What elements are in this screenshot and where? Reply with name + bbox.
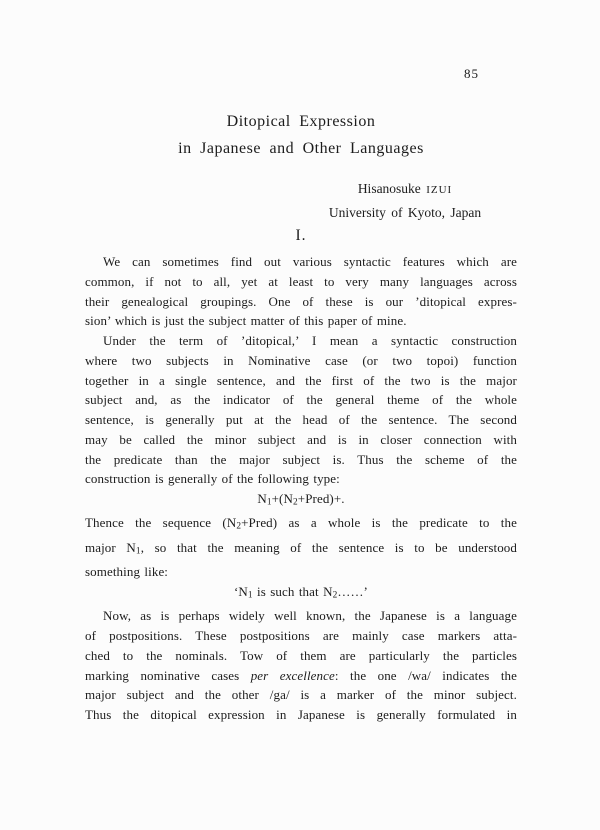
italic-phrase: per excellence	[250, 667, 335, 683]
author-name	[290, 178, 520, 202]
text-line: We can sometimes find out various syntactic features which are	[103, 254, 517, 269]
text-segment: is such that N	[252, 584, 333, 600]
text-line	[85, 538, 517, 562]
text-segment: Thence the sequence (N	[85, 515, 237, 531]
paper-title	[85, 108, 517, 162]
text-line: construction is generally of the following type:	[85, 471, 340, 487]
text-line: common, if not to all, yet at least to very many languages across	[85, 273, 517, 289]
quote-line	[85, 582, 517, 606]
formula-subscript: 1	[266, 497, 272, 508]
text-segment: ……’	[337, 584, 368, 600]
author-surname: IZUI	[426, 184, 453, 196]
text-line: of postpositions. These postpositions are mainly case markers atta-	[85, 628, 517, 644]
text-line: subject and, as the indicator of the general theme of the whole	[85, 392, 517, 408]
text-line: major subject and the other /ga/ is a marker of the minor subject.	[85, 687, 517, 703]
formula-line	[85, 489, 517, 513]
text-segment: +Pred) as a whole is the predicate to the	[241, 515, 517, 531]
text-line: something like:	[85, 564, 169, 580]
text-line	[85, 666, 517, 686]
author-block	[290, 178, 520, 223]
author-given-name: Hisanosuke	[357, 181, 427, 196]
text-segment: ‘N	[233, 584, 248, 600]
text-line: Thus the ditopical expression in Japanese is generally formulated in	[85, 707, 517, 723]
subscript: 1	[135, 546, 141, 557]
text-segment: marking nominative cases	[85, 667, 251, 683]
subscript: 1	[247, 590, 253, 601]
page-number: 85	[464, 66, 479, 81]
formula-term: +Pred)+.	[297, 491, 345, 506]
formula	[257, 491, 344, 506]
paper-title-line-2: in Japanese and Other Languages	[178, 140, 424, 157]
formula-term: +(N	[271, 491, 293, 506]
author-affiliation: University of Kyoto, Japan	[328, 204, 482, 220]
formula-term: N	[257, 491, 267, 506]
text-line: ched to the nominals. Tow of them are particularly the particles	[85, 647, 517, 663]
text-line: the predicate than the major subject is. Thus the scheme of the	[85, 451, 517, 467]
text-line: may be called the minor subject and is in closer connection with	[85, 431, 517, 447]
text-segment: : the one /wa/ indicates the	[334, 667, 517, 683]
text-line: Now, as is perhaps widely well known, the Japanese is a language	[103, 608, 517, 624]
paper-title-line-1: Ditopical Expression	[226, 113, 376, 130]
text-line	[85, 513, 517, 537]
subscript: 2	[236, 522, 242, 533]
subscript: 2	[332, 590, 338, 601]
text-line: sentence, is generally put at the head of the sentence. The second	[85, 412, 517, 427]
text-line: their genealogical groupings. One of these is our ’ditopical expres-	[85, 293, 517, 309]
text-line: sion’ which is just the subject matter of this paper of mine.	[85, 313, 407, 329]
text-line: together in a single sentence, and the first of the two is the major	[85, 372, 517, 388]
text-segment: , so that the meaning of the sentence is to be understood	[140, 539, 517, 555]
text-line: where two subjects in Nominative case (or two topoi) function	[85, 352, 517, 368]
text-line: Under the term of ’ditopical,’ I mean a syntactic construction	[103, 333, 517, 348]
formula-subscript: 2	[292, 497, 298, 508]
body-text	[85, 252, 517, 725]
text-segment: major N	[85, 539, 136, 555]
section-heading: I.	[295, 227, 307, 244]
